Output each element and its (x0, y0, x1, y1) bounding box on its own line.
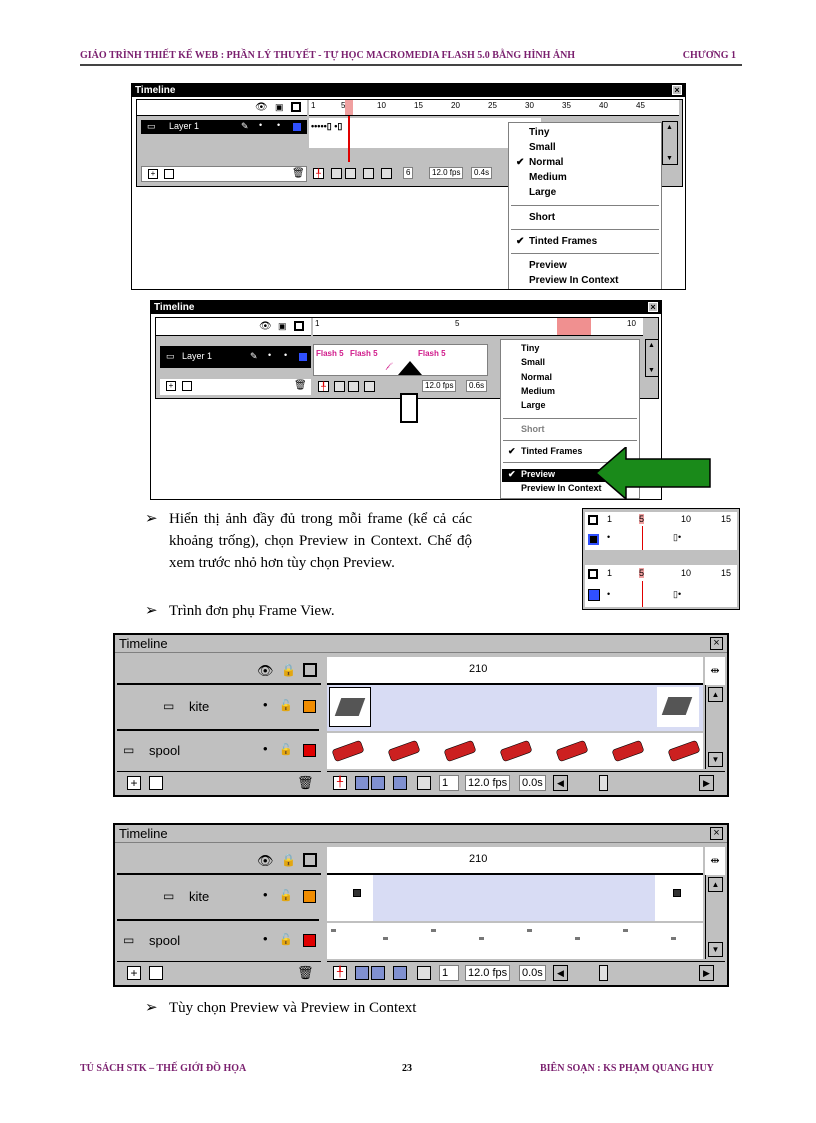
current-frame: 6 (403, 167, 413, 179)
add-guide-icon[interactable] (182, 381, 192, 391)
header-title: GIÁO TRÌNH THIẾT KẾ WEB : PHẦN LÝ THUYẾT - TỰ HỌC MACROMEDIA FLASH 5.0 BẰNG HÌNH ẢNH (80, 50, 576, 61)
ruler-label: 10 (377, 101, 386, 110)
onion-outline-button[interactable] (371, 966, 385, 980)
playhead-marker[interactable] (557, 318, 591, 335)
outline-icon (588, 515, 598, 525)
layer-icon: ▭ (163, 699, 175, 713)
figure1-ruler[interactable] (309, 100, 679, 116)
eye-icon[interactable]: 👁 (259, 321, 272, 332)
menu-item-normal[interactable]: Normal (529, 157, 564, 168)
frame-preview: Flash 5 (316, 349, 344, 358)
figure4-bottom-bar (117, 961, 321, 983)
menu-item-short[interactable]: Short (521, 424, 545, 434)
onion-skin-button[interactable] (355, 966, 369, 980)
frame-preview: Flash 5 (418, 349, 446, 358)
keyframes: ▯• (673, 532, 682, 542)
modify-markers-button[interactable] (381, 168, 392, 179)
horizontal-scroll-thumb[interactable] (599, 965, 608, 981)
pencil-icon: ✎ (241, 121, 249, 131)
kite-mini-thumbnail (353, 889, 361, 897)
kite-thumbnail (657, 687, 699, 727)
kite-thumbnail (329, 687, 371, 727)
menu-item-large[interactable]: Large (521, 400, 546, 410)
layer-color (303, 744, 316, 757)
lock-icon[interactable]: 🔒 (281, 663, 296, 677)
layer-dot: • (259, 120, 263, 130)
ruler-label: 45 (636, 101, 645, 110)
onion-skin-button[interactable] (334, 381, 345, 392)
menu-item-normal[interactable]: Normal (521, 372, 553, 382)
ruler-label: 30 (525, 101, 534, 110)
figure2-timeline-window (150, 300, 662, 500)
onion-outline-button[interactable] (348, 381, 359, 392)
eye-icon[interactable]: 👁 (257, 853, 274, 868)
trash-icon[interactable]: 🗑 (297, 965, 314, 980)
trash-icon[interactable]: 🗑 (297, 775, 314, 790)
menu-item-tinted-frames[interactable]: Tinted Frames (529, 236, 598, 247)
keyframes: •••••▯ •▯ (311, 121, 343, 131)
layer-dot: • (263, 697, 268, 712)
figure2-layer-row[interactable] (160, 346, 311, 368)
layer-dot: • (263, 741, 268, 756)
layer-dot: • (263, 931, 268, 946)
ruler-label: 5 (639, 514, 645, 524)
lock-icon: 🔓 (279, 890, 293, 902)
frame-preview: Flash 5 (350, 349, 378, 358)
figure2-title: Timeline (154, 302, 195, 313)
layer-dot: • (284, 350, 288, 360)
onion-skin-button[interactable] (355, 776, 369, 790)
menu-item-preview-in-context[interactable]: Preview In Context (521, 483, 602, 493)
ruler-label: 15 (721, 568, 732, 578)
outline-icon[interactable] (291, 102, 301, 112)
edit-multiple-button[interactable] (393, 966, 407, 980)
bullet-arrow-icon: ➢ (145, 1000, 158, 1016)
figure4-layer-kite[interactable] (117, 875, 319, 921)
lock-icon: 🔓 (279, 934, 293, 946)
figure1-title-bar (132, 84, 685, 97)
frame-rate: 12.0 fps (465, 775, 510, 791)
figure4-timeline-window (113, 823, 729, 987)
green-arrow-icon (596, 447, 712, 499)
menu-item-small[interactable]: Small (529, 142, 556, 153)
outline-icon[interactable] (303, 853, 317, 867)
close-icon[interactable]: × (648, 302, 658, 312)
check-icon: ✔ (508, 446, 516, 456)
edit-multiple-button[interactable] (364, 381, 375, 392)
ruler-label: 210 (469, 663, 488, 675)
ruler-label: 25 (488, 101, 497, 110)
keyframes: • (607, 589, 611, 599)
scroll-up-icon[interactable]: ▲ (708, 877, 723, 892)
keyframes: • (607, 532, 611, 542)
modify-markers-button[interactable] (417, 966, 431, 980)
scroll-down-icon[interactable]: ▼ (708, 942, 723, 957)
layer-icon: ▭ (163, 889, 175, 903)
lock-icon: 🔓 (279, 700, 293, 712)
figure1-timeline-window (131, 83, 686, 290)
layer-color (293, 123, 301, 131)
outline-icon (588, 569, 598, 579)
figure3-kite-frames[interactable] (327, 685, 703, 731)
figure3-ruler[interactable] (327, 657, 703, 685)
menu-item-preview-in-context[interactable]: Preview In Context (529, 275, 619, 286)
menu-item-preview[interactable]: Preview (529, 260, 567, 271)
figure2-layer-header (156, 318, 311, 336)
layer-dot: • (277, 120, 281, 130)
figure4-title-bar (115, 825, 727, 843)
menu-item-tinted-frames[interactable]: Tinted Frames (521, 446, 583, 456)
figure1-layer-row[interactable] (141, 120, 307, 134)
frame-preview: 𝒻 (386, 361, 390, 370)
add-layer-icon[interactable]: + (166, 381, 176, 391)
layer-dot: • (263, 887, 268, 902)
layer-name: Layer 1 (169, 121, 200, 131)
figure3-bottom-bar (117, 771, 321, 793)
scroll-up-icon[interactable]: ▲ (666, 124, 673, 131)
menu-item-short[interactable]: Short (529, 212, 556, 223)
center-frame-button[interactable]: ╀ (333, 776, 347, 790)
elapsed-time: 0.0s (519, 775, 546, 791)
frame-rate: 12.0 fps (465, 965, 510, 981)
bullet-text-2: Trình đơn phụ Frame View. (169, 603, 335, 619)
ruler-label: 10 (627, 319, 636, 328)
scroll-left-icon[interactable]: ◀ (553, 775, 568, 791)
add-guide-icon[interactable] (164, 169, 174, 179)
menu-separator (511, 229, 659, 231)
ruler-label: 1 (607, 568, 613, 578)
scroll-right-icon[interactable]: ▶ (699, 775, 714, 791)
menu-item-tiny[interactable]: Tiny (529, 127, 550, 138)
modify-markers-button[interactable] (417, 776, 431, 790)
close-icon[interactable]: × (710, 637, 723, 650)
ruler-label: 5 (341, 101, 346, 110)
figure1-bottom-bar (141, 166, 307, 182)
ruler-label: 10 (681, 514, 692, 524)
menu-separator (511, 205, 659, 207)
caption-text: Tùy chọn Preview và Preview in Context (169, 1000, 417, 1016)
menu-item-preview[interactable]: Preview (521, 469, 556, 479)
figure4-layer-header (117, 847, 321, 875)
add-layer-icon[interactable]: + (148, 169, 158, 179)
ruler-label: 5 (455, 319, 460, 328)
ruler-label: 40 (599, 101, 608, 110)
mini-row-1 (585, 512, 737, 550)
figure4-kite-frames[interactable] (327, 875, 703, 921)
bullet-arrow-icon: ➢ (145, 603, 158, 619)
scroll-left-icon[interactable]: ◀ (553, 965, 568, 981)
figure1-frames[interactable] (309, 118, 541, 148)
menu-separator (503, 440, 637, 442)
ruler-label: 15 (414, 101, 423, 110)
ruler-label: 35 (562, 101, 571, 110)
horizontal-scroll-thumb[interactable] (599, 775, 608, 791)
menu-item-medium[interactable]: Medium (529, 172, 567, 183)
onion-outline-button[interactable] (345, 168, 356, 179)
frame-rate: 12.0 fps (429, 167, 463, 179)
kite-mini-thumbnail (673, 889, 681, 897)
menu-item-large[interactable]: Large (529, 187, 557, 198)
header-divider (80, 64, 742, 66)
mini-row-2 (585, 565, 737, 607)
trash-icon[interactable]: 🗑 (294, 380, 307, 391)
outline-icon[interactable] (303, 663, 317, 677)
ruler-label: 210 (469, 853, 488, 865)
layer-name: kite (189, 699, 210, 714)
page-header (80, 50, 740, 64)
lock-icon[interactable]: 🔒 (281, 853, 296, 867)
figure4-layer-spool[interactable] (117, 923, 319, 959)
figure4-title: Timeline (119, 826, 168, 841)
outline-icon[interactable] (294, 321, 304, 331)
layer-dot: • (268, 350, 272, 360)
center-frame-button[interactable]: ╀ (318, 381, 329, 392)
check-icon: ✔ (516, 157, 525, 168)
pencil-icon: ✎ (250, 351, 258, 361)
onion-outline-button[interactable] (371, 776, 385, 790)
edit-multiple-button[interactable] (363, 168, 374, 179)
figure2-scrollbar[interactable] (645, 339, 659, 377)
layer-name: kite (189, 889, 210, 904)
layer-color (588, 589, 600, 601)
figure3-title-bar (115, 635, 727, 653)
lock-icon[interactable]: ▣ (278, 321, 287, 331)
figure3-layer-spool[interactable] (117, 733, 319, 769)
scroll-down-icon[interactable]: ▼ (648, 367, 655, 374)
add-layer-icon[interactable]: + (127, 966, 141, 980)
layer-name: Layer 1 (182, 351, 213, 361)
ruler-label: 1 (607, 514, 613, 524)
eye-icon[interactable]: 👁 (255, 102, 268, 113)
figure1-frame-view-menu (508, 122, 662, 290)
layer-icon: ▭ (147, 121, 156, 131)
layer-icon: ▭ (166, 351, 175, 361)
figure4-ruler-end[interactable]: ⇹ (705, 847, 725, 875)
figure2-ruler[interactable] (313, 318, 643, 336)
add-guide-icon[interactable] (149, 776, 163, 790)
layer-color (299, 353, 307, 361)
mini-timeline-box (582, 508, 740, 610)
close-icon[interactable]: × (710, 827, 723, 840)
figure4-spool-frames[interactable] (327, 923, 703, 959)
layer-color (303, 700, 316, 713)
ruler-label: 1 (315, 319, 320, 328)
center-frame-button[interactable]: ╀ (333, 966, 347, 980)
menu-separator (503, 418, 637, 420)
onion-skin-button[interactable] (331, 168, 342, 179)
figure1-title: Timeline (135, 85, 176, 96)
close-icon[interactable]: × (672, 85, 682, 95)
layer-icon: ▭ (123, 743, 135, 757)
elapsed-time: 0.6s (466, 380, 487, 392)
figure4-status (327, 961, 725, 983)
edit-multiple-button[interactable] (393, 776, 407, 790)
layer-color (303, 934, 316, 947)
menu-separator (511, 253, 659, 255)
ruler-label: 1 (311, 101, 316, 110)
figure2-bottom-bar (160, 379, 311, 395)
lock-icon: 🔓 (279, 744, 293, 756)
layer-icon: ▭ (123, 933, 135, 947)
figure3-spool-frames[interactable] (327, 733, 703, 769)
elapsed-time: 0.0s (519, 965, 546, 981)
elapsed-time: 0.4s (471, 167, 492, 179)
eye-icon[interactable]: 👁 (257, 663, 274, 678)
figure4-ruler[interactable] (327, 847, 703, 875)
layer-color (303, 890, 316, 903)
figure4-scrollbar[interactable] (705, 875, 725, 959)
keyframes: ▯• (673, 589, 682, 599)
figure3-timeline-window (113, 633, 729, 797)
figure3-title: Timeline (119, 636, 168, 651)
current-frame: 1 (439, 965, 459, 981)
layer-color (588, 534, 599, 545)
playhead-marker[interactable] (345, 100, 353, 115)
figure3-ruler-end[interactable]: ⇹ (705, 657, 725, 685)
menu-item-small[interactable]: Small (521, 357, 546, 367)
pointer-arrow-stem (400, 393, 418, 423)
scroll-up-icon[interactable]: ▲ (708, 687, 723, 702)
figure1-scrollbar[interactable] (662, 121, 678, 165)
scroll-down-icon[interactable]: ▼ (666, 155, 673, 162)
menu-item-medium[interactable]: Medium (521, 386, 556, 396)
lock-icon[interactable]: ▣ (275, 102, 284, 112)
layer-name: spool (149, 933, 181, 948)
spool-mini-thumbnails (327, 923, 703, 959)
menu-item-tiny[interactable]: Tiny (521, 343, 540, 353)
ruler-label: 20 (451, 101, 460, 110)
scroll-right-icon[interactable]: ▶ (699, 965, 714, 981)
footer-right: BIÊN SOẠN : KS PHẠM QUANG HUY (540, 1063, 714, 1074)
layer-name: spool (149, 743, 181, 758)
playhead-line (642, 526, 643, 550)
ruler-label: 10 (681, 568, 692, 578)
footer-left: TỦ SÁCH STK – THẾ GIỚI ĐỒ HỌA (80, 1063, 247, 1074)
current-frame: 1 (439, 775, 459, 791)
figure1-status (311, 166, 511, 182)
page-number: 23 (402, 1063, 412, 1074)
scroll-down-icon[interactable]: ▼ (708, 752, 723, 767)
trash-icon[interactable]: 🗑 (292, 168, 305, 179)
frame-rate: 12.0 fps (422, 380, 456, 392)
bullet-arrow-icon: ➢ (145, 511, 158, 527)
figure1-layer-header (137, 100, 307, 116)
bullet-text-1: Hiển thị ảnh đầy đủ trong mỗi frame (kể cả các khoảng trống), chọn Preview in Context. Chế độ xem trước nhỏ hơn tùy chọn Preview. (169, 511, 472, 571)
spool-thumbnails (327, 733, 703, 769)
figure3-layer-header (117, 657, 321, 685)
figure2-title-bar (151, 301, 661, 314)
figure3-scrollbar[interactable] (705, 685, 725, 769)
ruler-label: 15 (721, 514, 732, 524)
scroll-up-icon[interactable]: ▲ (648, 342, 655, 349)
add-layer-icon[interactable]: + (127, 776, 141, 790)
ruler-label: 5 (639, 568, 645, 578)
check-icon: ✔ (508, 469, 516, 479)
add-guide-icon[interactable] (149, 966, 163, 980)
center-frame-button[interactable]: ╀ (313, 168, 324, 179)
playhead-line (348, 116, 350, 162)
figure3-status (327, 771, 725, 793)
figure3-layer-kite[interactable] (117, 685, 319, 731)
pointer-arrow-outline (398, 361, 422, 375)
header-chapter: CHƯƠNG 1 (682, 50, 736, 61)
playhead-line (642, 581, 643, 607)
check-icon: ✔ (516, 236, 525, 247)
figure2-preview-frames[interactable] (313, 344, 488, 376)
